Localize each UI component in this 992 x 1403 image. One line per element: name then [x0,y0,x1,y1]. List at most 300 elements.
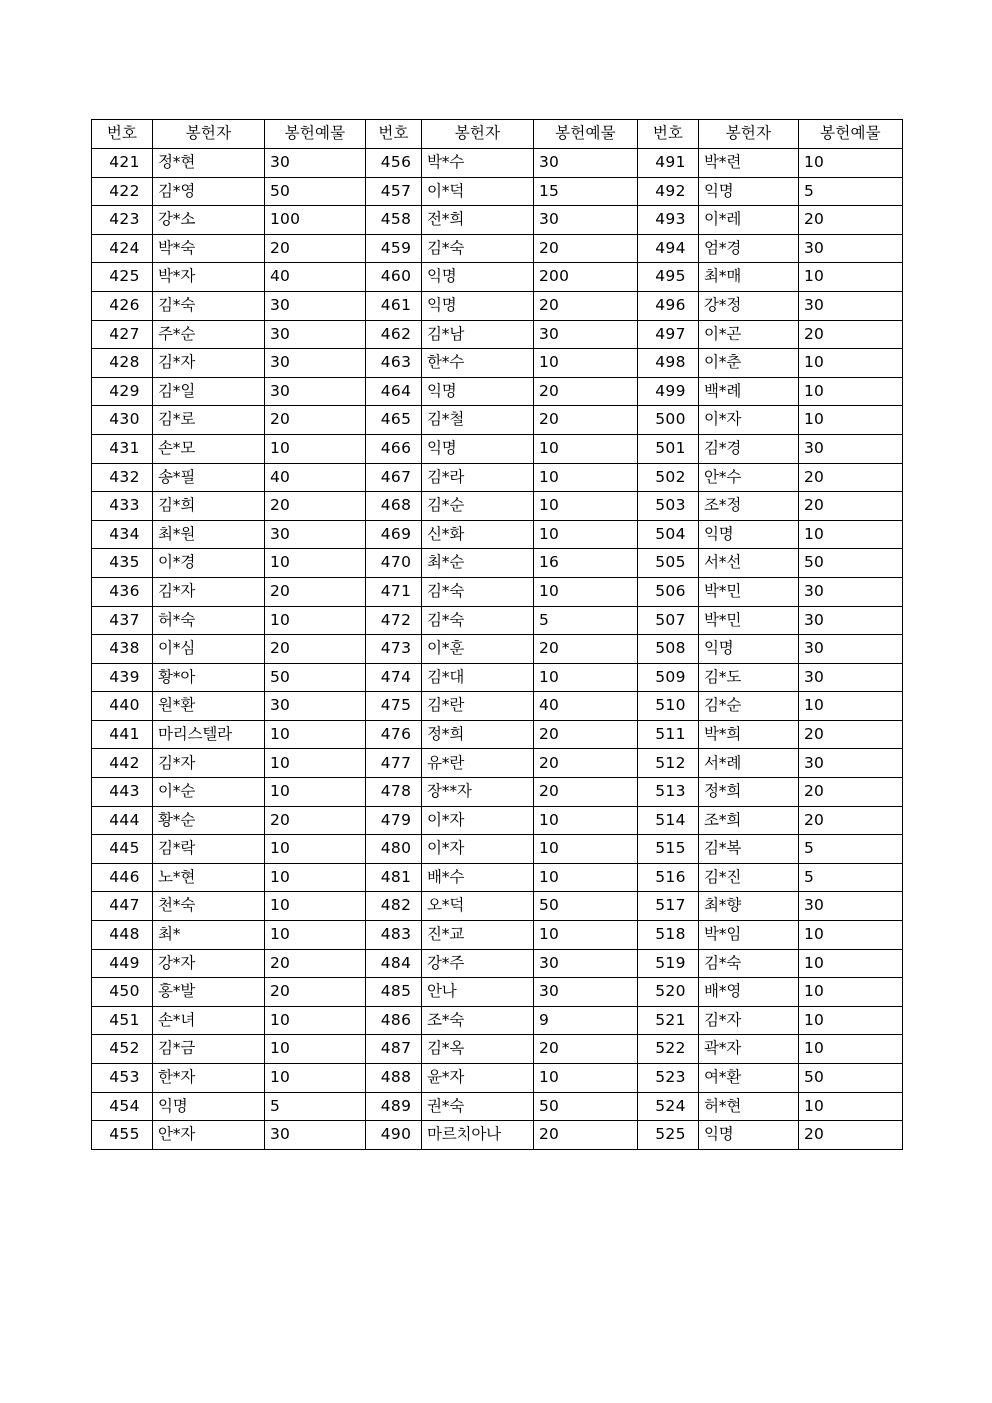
cell-no: 425 [92,263,153,292]
cell-amount: 50 [799,1064,903,1093]
cell-no: 465 [366,406,422,435]
cell-amount: 20 [265,577,366,606]
cell-name: 김*라 [422,463,534,492]
cell-name: 서*례 [699,749,799,778]
cell-name: 익명 [422,434,534,463]
table-row [92,749,903,778]
cell-name: 김*경 [699,434,799,463]
cell-name: 최*향 [699,892,799,921]
table-row [92,978,903,1007]
cell-amount: 20 [265,635,366,664]
header-no-3: 번호 [638,120,699,149]
cell-name: 박*희 [699,720,799,749]
cell-amount: 30 [799,606,903,635]
cell-amount: 10 [799,263,903,292]
header-amount-2: 봉헌예물 [534,120,638,149]
cell-no: 484 [366,949,422,978]
cell-amount: 10 [265,749,366,778]
cell-amount: 20 [799,806,903,835]
cell-name: 이*자 [699,406,799,435]
cell-name: 강*정 [699,291,799,320]
cell-name: 마르치아나 [422,1121,534,1150]
cell-no: 441 [92,720,153,749]
cell-amount: 10 [534,663,638,692]
cell-no: 435 [92,549,153,578]
cell-amount: 30 [265,520,366,549]
table-row [92,234,903,263]
cell-no: 471 [366,577,422,606]
table-row [92,377,903,406]
header-name-3: 봉헌자 [699,120,799,149]
table-row [92,492,903,521]
cell-amount: 20 [534,720,638,749]
cell-amount: 200 [534,263,638,292]
cell-no: 422 [92,177,153,206]
cell-amount: 10 [799,1006,903,1035]
cell-name: 박*수 [422,149,534,178]
cell-no: 454 [92,1092,153,1121]
cell-name: 김*란 [422,692,534,721]
table-row [92,577,903,606]
cell-amount: 10 [265,892,366,921]
cell-no: 507 [638,606,699,635]
cell-no: 504 [638,520,699,549]
cell-no: 431 [92,434,153,463]
cell-no: 432 [92,463,153,492]
cell-no: 476 [366,720,422,749]
table-row [92,692,903,721]
cell-name: 여*환 [699,1064,799,1093]
table-row [92,635,903,664]
cell-amount: 30 [799,577,903,606]
table-row [92,349,903,378]
cell-amount: 10 [799,149,903,178]
cell-name: 익명 [699,1121,799,1150]
cell-no: 522 [638,1035,699,1064]
cell-name: 박*민 [699,606,799,635]
cell-amount: 30 [799,635,903,664]
cell-no: 524 [638,1092,699,1121]
cell-no: 447 [92,892,153,921]
cell-no: 449 [92,949,153,978]
cell-amount: 9 [534,1006,638,1035]
cell-amount: 30 [799,892,903,921]
table-row [92,835,903,864]
cell-amount: 16 [534,549,638,578]
cell-amount: 5 [799,835,903,864]
cell-no: 430 [92,406,153,435]
cell-no: 523 [638,1064,699,1093]
cell-amount: 50 [265,663,366,692]
cell-name: 조*숙 [422,1006,534,1035]
cell-name: 서*선 [699,549,799,578]
cell-amount: 30 [799,234,903,263]
cell-name: 정*현 [153,149,265,178]
cell-amount: 10 [534,835,638,864]
cell-amount: 50 [534,892,638,921]
cell-amount: 30 [265,692,366,721]
cell-name: 김*숙 [699,949,799,978]
table-row [92,291,903,320]
table-row [92,806,903,835]
cell-amount: 20 [534,1121,638,1150]
table-row [92,177,903,206]
cell-amount: 30 [799,749,903,778]
cell-no: 496 [638,291,699,320]
cell-no: 440 [92,692,153,721]
table-row [92,1121,903,1150]
cell-no: 494 [638,234,699,263]
cell-amount: 20 [799,778,903,807]
cell-amount: 20 [265,806,366,835]
table-row [92,1035,903,1064]
cell-amount: 20 [265,949,366,978]
cell-no: 477 [366,749,422,778]
cell-amount: 30 [799,663,903,692]
cell-name: 익명 [699,520,799,549]
cell-no: 428 [92,349,153,378]
cell-no: 459 [366,234,422,263]
cell-no: 470 [366,549,422,578]
cell-name: 이*곤 [699,320,799,349]
cell-amount: 30 [265,149,366,178]
cell-name: 박*련 [699,149,799,178]
cell-amount: 10 [534,1064,638,1093]
cell-name: 백*례 [699,377,799,406]
cell-no: 518 [638,921,699,950]
cell-name: 허*현 [699,1092,799,1121]
cell-name: 김*대 [422,663,534,692]
cell-no: 469 [366,520,422,549]
cell-amount: 20 [799,1121,903,1150]
cell-name: 박*임 [699,921,799,950]
cell-amount: 10 [534,577,638,606]
table-row [92,720,903,749]
offering-table [91,119,903,1150]
cell-amount: 10 [265,1064,366,1093]
cell-name: 최* [153,921,265,950]
cell-no: 466 [366,434,422,463]
cell-amount: 100 [265,206,366,235]
cell-no: 456 [366,149,422,178]
cell-name: 신*화 [422,520,534,549]
cell-amount: 5 [799,177,903,206]
cell-no: 479 [366,806,422,835]
cell-no: 513 [638,778,699,807]
cell-no: 521 [638,1006,699,1035]
cell-no: 510 [638,692,699,721]
table-row [92,434,903,463]
cell-no: 497 [638,320,699,349]
cell-name: 박*민 [699,577,799,606]
cell-no: 438 [92,635,153,664]
cell-name: 진*교 [422,921,534,950]
cell-no: 489 [366,1092,422,1121]
cell-name: 이*훈 [422,635,534,664]
cell-no: 437 [92,606,153,635]
cell-no: 517 [638,892,699,921]
cell-no: 483 [366,921,422,950]
table-row [92,606,903,635]
header-row [92,120,903,149]
cell-amount: 10 [265,778,366,807]
cell-name: 오*덕 [422,892,534,921]
cell-amount: 30 [534,978,638,1007]
cell-name: 김*순 [422,492,534,521]
cell-amount: 10 [799,921,903,950]
cell-name: 곽*자 [699,1035,799,1064]
cell-amount: 10 [265,1035,366,1064]
header-no-1: 번호 [92,120,153,149]
cell-no: 498 [638,349,699,378]
cell-name: 김*숙 [422,234,534,263]
cell-amount: 10 [799,1092,903,1121]
cell-amount: 10 [265,863,366,892]
table-row [92,206,903,235]
cell-amount: 10 [534,921,638,950]
cell-amount: 20 [265,406,366,435]
cell-name: 이*순 [153,778,265,807]
cell-name: 윤*자 [422,1064,534,1093]
cell-name: 김*락 [153,835,265,864]
table-header [92,120,903,149]
cell-name: 익명 [153,1092,265,1121]
cell-name: 주*순 [153,320,265,349]
cell-name: 한*수 [422,349,534,378]
cell-name: 장**자 [422,778,534,807]
cell-name: 강*주 [422,949,534,978]
cell-name: 김*자 [153,577,265,606]
cell-name: 황*아 [153,663,265,692]
cell-name: 김*영 [153,177,265,206]
cell-amount: 20 [534,234,638,263]
cell-no: 443 [92,778,153,807]
cell-no: 473 [366,635,422,664]
cell-name: 박*자 [153,263,265,292]
cell-no: 488 [366,1064,422,1093]
cell-no: 525 [638,1121,699,1150]
cell-amount: 5 [265,1092,366,1121]
table-row [92,520,903,549]
cell-name: 이*경 [153,549,265,578]
cell-no: 514 [638,806,699,835]
cell-amount: 20 [534,635,638,664]
cell-name: 김*금 [153,1035,265,1064]
table-row [92,949,903,978]
cell-amount: 20 [265,978,366,1007]
cell-name: 허*숙 [153,606,265,635]
cell-amount: 10 [265,1006,366,1035]
cell-no: 468 [366,492,422,521]
cell-amount: 10 [265,720,366,749]
cell-amount: 5 [534,606,638,635]
cell-no: 426 [92,291,153,320]
cell-no: 508 [638,635,699,664]
cell-amount: 20 [534,291,638,320]
table-body [92,149,903,1150]
cell-name: 송*필 [153,463,265,492]
table-row [92,892,903,921]
cell-no: 501 [638,434,699,463]
cell-no: 485 [366,978,422,1007]
cell-no: 423 [92,206,153,235]
cell-name: 김*옥 [422,1035,534,1064]
cell-name: 이*춘 [699,349,799,378]
cell-name: 익명 [699,177,799,206]
cell-name: 안*수 [699,463,799,492]
cell-amount: 30 [799,291,903,320]
cell-amount: 10 [265,434,366,463]
table-row [92,1064,903,1093]
cell-name: 마리스텔라 [153,720,265,749]
cell-no: 421 [92,149,153,178]
cell-name: 익명 [699,635,799,664]
cell-amount: 5 [799,863,903,892]
header-name-2: 봉헌자 [422,120,534,149]
cell-amount: 20 [799,206,903,235]
cell-no: 450 [92,978,153,1007]
cell-no: 490 [366,1121,422,1150]
cell-no: 464 [366,377,422,406]
table-row [92,320,903,349]
cell-amount: 10 [534,434,638,463]
cell-amount: 40 [265,463,366,492]
cell-amount: 50 [534,1092,638,1121]
table-row [92,1006,903,1035]
cell-amount: 15 [534,177,638,206]
cell-amount: 20 [265,492,366,521]
cell-name: 익명 [422,377,534,406]
cell-amount: 10 [534,863,638,892]
cell-amount: 30 [265,291,366,320]
cell-no: 520 [638,978,699,1007]
cell-amount: 10 [534,463,638,492]
cell-amount: 40 [534,692,638,721]
cell-name: 김*숙 [422,577,534,606]
cell-amount: 30 [534,320,638,349]
cell-no: 429 [92,377,153,406]
cell-name: 김*자 [153,349,265,378]
cell-no: 516 [638,863,699,892]
cell-no: 511 [638,720,699,749]
cell-no: 434 [92,520,153,549]
cell-no: 433 [92,492,153,521]
cell-no: 448 [92,921,153,950]
cell-amount: 20 [534,406,638,435]
cell-name: 최*순 [422,549,534,578]
cell-amount: 10 [265,835,366,864]
cell-no: 481 [366,863,422,892]
cell-amount: 20 [534,778,638,807]
cell-no: 503 [638,492,699,521]
cell-name: 익명 [422,291,534,320]
cell-amount: 10 [265,606,366,635]
cell-no: 505 [638,549,699,578]
cell-name: 최*원 [153,520,265,549]
cell-no: 472 [366,606,422,635]
cell-name: 김*일 [153,377,265,406]
cell-name: 조*희 [699,806,799,835]
cell-name: 홍*발 [153,978,265,1007]
cell-name: 김*순 [699,692,799,721]
cell-amount: 20 [534,377,638,406]
cell-no: 493 [638,206,699,235]
cell-name: 안*자 [153,1121,265,1150]
cell-no: 445 [92,835,153,864]
cell-name: 권*숙 [422,1092,534,1121]
header-amount-3: 봉헌예물 [799,120,903,149]
cell-name: 김*복 [699,835,799,864]
cell-name: 김*로 [153,406,265,435]
cell-amount: 20 [534,749,638,778]
cell-amount: 10 [265,549,366,578]
cell-name: 정*희 [422,720,534,749]
cell-name: 한*자 [153,1064,265,1093]
cell-no: 478 [366,778,422,807]
cell-amount: 30 [265,1121,366,1150]
cell-no: 436 [92,577,153,606]
cell-name: 강*소 [153,206,265,235]
cell-name: 익명 [422,263,534,292]
cell-amount: 30 [265,320,366,349]
cell-name: 원*환 [153,692,265,721]
cell-amount: 10 [799,978,903,1007]
cell-name: 배*영 [699,978,799,1007]
cell-no: 512 [638,749,699,778]
cell-name: 강*자 [153,949,265,978]
table-row [92,149,903,178]
cell-name: 김*희 [153,492,265,521]
cell-no: 463 [366,349,422,378]
cell-no: 455 [92,1121,153,1150]
cell-no: 444 [92,806,153,835]
cell-no: 487 [366,1035,422,1064]
cell-name: 박*숙 [153,234,265,263]
cell-amount: 30 [534,149,638,178]
cell-amount: 30 [534,949,638,978]
cell-no: 446 [92,863,153,892]
cell-no: 424 [92,234,153,263]
cell-name: 김*숙 [422,606,534,635]
cell-no: 502 [638,463,699,492]
cell-name: 이*자 [422,835,534,864]
cell-name: 김*철 [422,406,534,435]
table-row [92,406,903,435]
cell-name: 김*남 [422,320,534,349]
cell-no: 439 [92,663,153,692]
cell-amount: 50 [265,177,366,206]
cell-amount: 30 [534,206,638,235]
cell-amount: 20 [534,1035,638,1064]
table-row [92,663,903,692]
cell-name: 이*심 [153,635,265,664]
table-row [92,863,903,892]
cell-name: 배*수 [422,863,534,892]
cell-amount: 30 [265,377,366,406]
cell-amount: 10 [534,349,638,378]
cell-no: 515 [638,835,699,864]
cell-name: 이*덕 [422,177,534,206]
cell-amount: 20 [799,320,903,349]
cell-name: 김*숙 [153,291,265,320]
cell-name: 이*레 [699,206,799,235]
cell-no: 495 [638,263,699,292]
cell-amount: 10 [799,377,903,406]
cell-amount: 10 [534,520,638,549]
cell-name: 안나 [422,978,534,1007]
cell-no: 480 [366,835,422,864]
cell-amount: 10 [799,406,903,435]
